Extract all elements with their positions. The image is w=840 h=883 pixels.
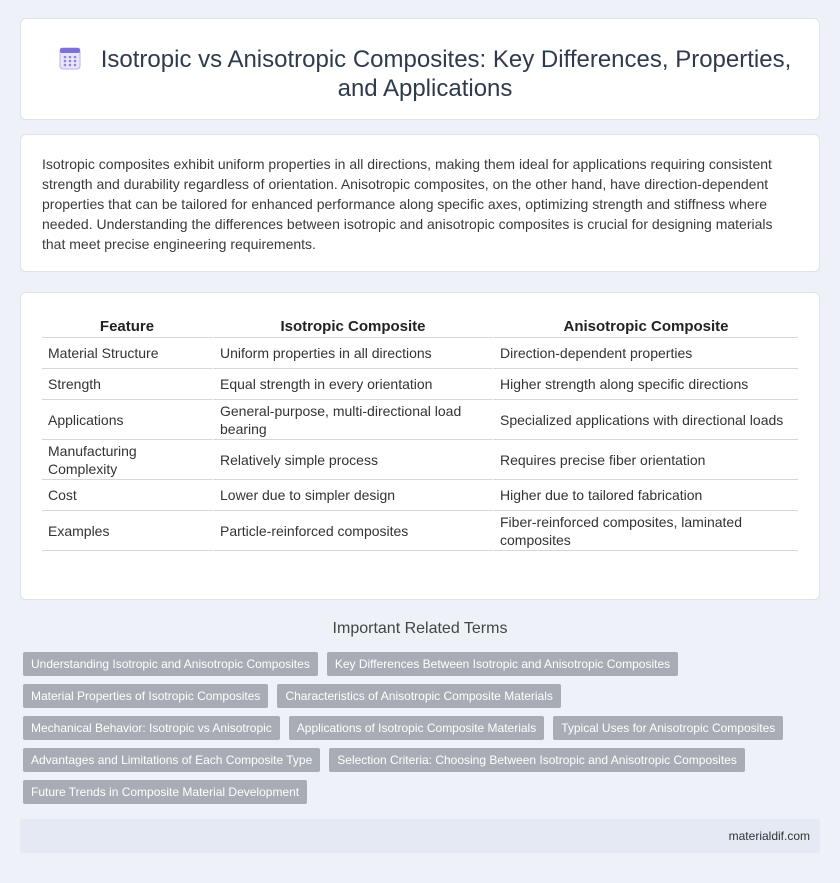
table-cell: Examples <box>42 511 212 551</box>
column-header: Anisotropic Composite <box>492 315 798 338</box>
comparison-table <box>42 315 798 551</box>
table-cell: Material Structure <box>42 338 212 369</box>
table-cell: Manufacturing Complexity <box>42 440 212 480</box>
tag-row <box>23 684 823 708</box>
table-cell: Relatively simple process <box>212 440 492 480</box>
related-term-tag[interactable]: Typical Uses for Anisotropic Composites <box>553 716 783 740</box>
intro-paragraph: Isotropic composites exhibit uniform properties in all directions, making them ideal for applications requiring consistent strength and durability regardless of orientation. Anisotropic composites, on the other hand, have direction-dependent properties that can be tailored for enhanced performance along specific axes, optimizing strength and stiffness where needed. Understanding the differences between isotropic and anisotropic composites is crucial for designing materials that meet precise engineering requirements. <box>42 156 773 252</box>
table-row <box>42 369 798 400</box>
related-term-tag[interactable]: Applications of Isotropic Composite Materials <box>289 716 544 740</box>
related-term-tag[interactable]: Characteristics of Anisotropic Composite Materials <box>277 684 560 708</box>
comparison-table-card <box>20 292 820 600</box>
table-row <box>42 440 798 480</box>
table-cell: General-purpose, multi-directional load bearing <box>212 400 492 440</box>
table-cell: Equal strength in every orientation <box>212 369 492 400</box>
table-cell: Applications <box>42 400 212 440</box>
table-cell: Particle-reinforced composites <box>212 511 492 551</box>
related-term-tag[interactable]: Key Differences Between Isotropic and Anisotropic Composites <box>327 652 678 676</box>
intro-card <box>20 134 820 272</box>
related-terms-list <box>23 652 823 812</box>
related-terms-heading: Important Related Terms <box>332 620 508 637</box>
tag-row <box>23 716 823 740</box>
page-title-wrap <box>51 45 799 103</box>
page-title: Isotropic vs Anisotropic Composites: Key Differences, Properties, and Applications <box>100 46 792 102</box>
column-header: Isotropic Composite <box>212 315 492 338</box>
footer-site-link[interactable]: materialdif.com <box>728 829 810 843</box>
related-term-tag[interactable]: Mechanical Behavior: Isotropic vs Anisotropic <box>23 716 280 740</box>
table-header-row <box>42 315 798 338</box>
table-cell: Uniform properties in all directions <box>212 338 492 369</box>
table-row <box>42 338 798 369</box>
table-cell: Cost <box>42 480 212 511</box>
table-cell: Higher strength along specific directions <box>492 369 798 400</box>
table-row <box>42 511 798 551</box>
document-icon <box>59 46 81 70</box>
related-term-tag[interactable]: Understanding Isotropic and Anisotropic Composites <box>23 652 318 676</box>
tag-row <box>23 780 823 804</box>
related-term-tag[interactable]: Advantages and Limitations of Each Composite Type <box>23 748 320 772</box>
footer <box>20 819 820 853</box>
table-cell: Requires precise fiber orientation <box>492 440 798 480</box>
tag-row <box>23 652 823 676</box>
related-term-tag[interactable]: Material Properties of Isotropic Composites <box>23 684 268 708</box>
table-row <box>42 480 798 511</box>
table-cell: Lower due to simpler design <box>212 480 492 511</box>
table-cell: Higher due to tailored fabrication <box>492 480 798 511</box>
table-cell: Strength <box>42 369 212 400</box>
table-cell: Direction-dependent properties <box>492 338 798 369</box>
table-row <box>42 400 798 440</box>
tag-row <box>23 748 823 772</box>
table-cell: Specialized applications with directional loads <box>492 400 798 440</box>
header-card <box>20 18 820 120</box>
related-term-tag[interactable]: Selection Criteria: Choosing Between Isotropic and Anisotropic Composites <box>329 748 745 772</box>
column-header: Feature <box>42 315 212 338</box>
related-term-tag[interactable]: Future Trends in Composite Material Development <box>23 780 307 804</box>
table-cell: Fiber-reinforced composites, laminated composites <box>492 511 798 551</box>
